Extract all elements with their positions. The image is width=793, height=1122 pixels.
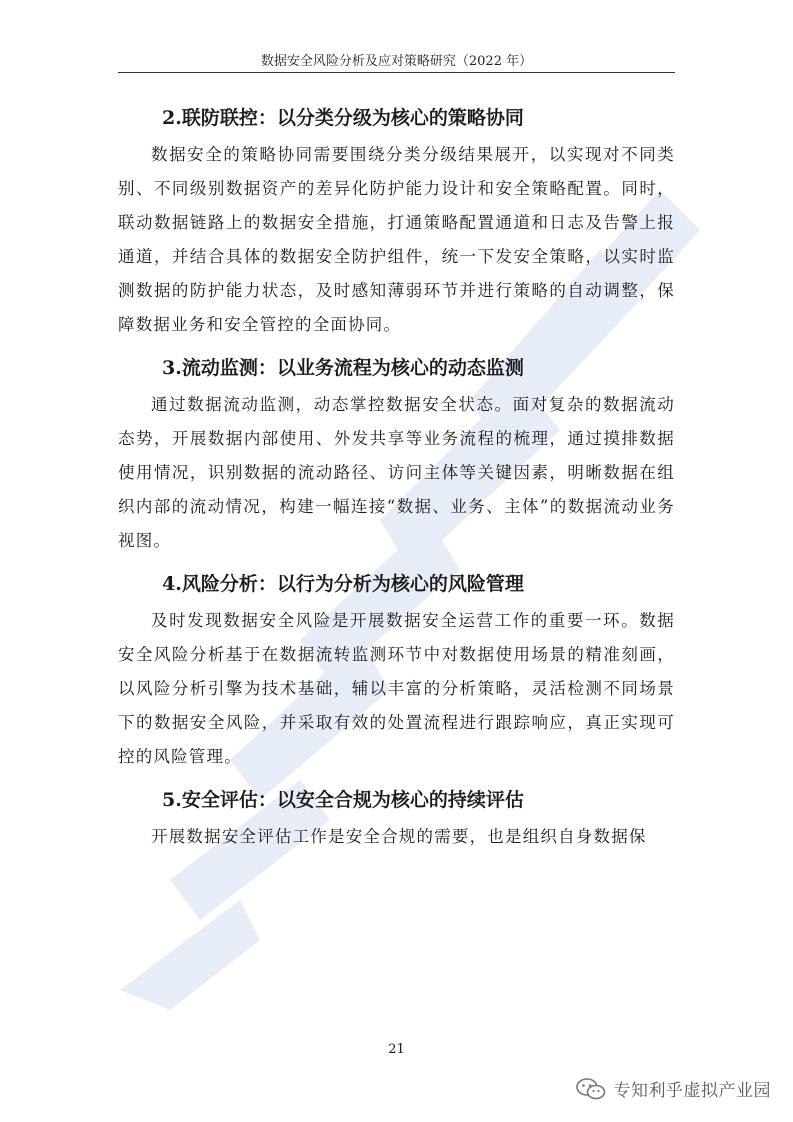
section-heading: 5.安全评估：以安全合规为核心的持续评估 (162, 789, 524, 811)
section-paragraph: 数据安全的策略协同需要围绕分类分级结果展开，以实现对不同类别、不同级别数据资产的差异化防护能力设计和安全策略配置。同时，联动数据链路上的数据安全措施，打通策略配置通道和日志及告警上报通道，并结合具体的数据安全防护组件，统一下发安全策略，以实时监测数据的防护能力状态，及时感知薄弱环节并进行策略的自动调整，保障数据业务和安全管控的全面协同。 (118, 145, 675, 334)
document-body (118, 98, 675, 860)
section-paragraph: 及时发现数据安全风险是开展数据安全运营工作的重要一环。数据安全风险分析基于在数据流转监测环节中对数据使用场景的精准刻画，以风险分析引擎为技术基础，辅以丰富的分析策略，灵活检测不同场景下的数据安全风险，并采取有效的处置流程进行跟踪响应，真正实现可控的风险管理。 (118, 611, 675, 766)
section-heading: 4.风险分析：以行为分析为核心的风险管理 (162, 573, 524, 595)
source-watermark-label: 专知利乎虚拟产业园 (613, 1081, 771, 1101)
source-watermark (576, 1076, 772, 1101)
section-paragraph: 开展数据安全评估工作是安全合规的需要，也是组织自身数据保 (151, 827, 647, 846)
wechat-icon (576, 1077, 606, 1101)
section-paragraph: 通过数据流动监测，动态掌控数据安全状态。面对复杂的数据流动态势，开展数据内部使用、外发共享等业务流程的梳理，通过摸排数据使用情况，识别数据的流动路径、访问主体等关键因素，明晰数据在组织内部的流动情况，构建一幅连接“数据、业务、主体”的数据流动业务视图。 (118, 395, 675, 550)
section-heading: 2.联防联控：以分类分级为核心的策略协同 (162, 107, 524, 129)
section-heading: 3.流动监测：以业务流程为核心的动态监测 (162, 357, 524, 379)
running-header: 数据安全风险分析及应对策略研究（2022 年） (260, 54, 533, 69)
page-number: 21 (388, 1042, 405, 1057)
header-divider (118, 72, 675, 73)
